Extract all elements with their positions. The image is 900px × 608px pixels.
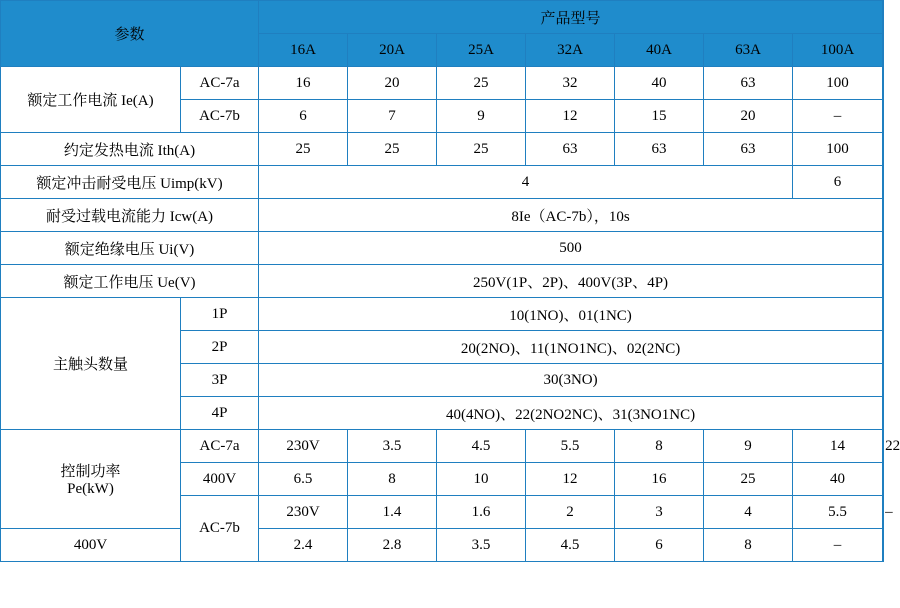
sub-label-ac7a: AC-7a — [181, 67, 259, 100]
cell-value: 63 — [704, 133, 793, 166]
header-model-32a: 32A — [526, 34, 615, 67]
cell-value: 8 — [615, 430, 704, 463]
cell-value: 2.4 — [259, 529, 348, 562]
row-label-rated-insulation-voltage: 额定绝缘电压 Ui(V) — [1, 232, 259, 265]
table-row — [1, 232, 884, 265]
cell-value: 100 — [793, 133, 883, 166]
cell-value: 1.6 — [437, 496, 526, 529]
cell-value: 63 — [526, 133, 615, 166]
header-product-model: 产品型号 — [259, 1, 883, 34]
group-label-ac7a: AC-7a — [181, 430, 259, 463]
cell-value: 40 — [615, 67, 704, 100]
cell-value: 15 — [615, 100, 704, 133]
cell-value: 32 — [526, 67, 615, 100]
cell-value: 12 — [526, 100, 615, 133]
header-parameter: 参数 — [1, 1, 259, 67]
cell-value: 20(2NO)、11(1NO1NC)、02(2NC) — [259, 331, 883, 364]
cell-value: 9 — [437, 100, 526, 133]
cell-value: 6.5 — [259, 463, 348, 496]
cell-value: 10 — [437, 463, 526, 496]
cell-value: 4 — [704, 496, 793, 529]
header-model-63a: 63A — [704, 34, 793, 67]
cell-value: – — [885, 503, 893, 520]
cell-value: 63 — [615, 133, 704, 166]
cell-value: 7 — [348, 100, 437, 133]
sub-label-4p: 4P — [181, 397, 259, 430]
sub-label-1p: 1P — [181, 298, 259, 331]
row-label-rated-impulse-withstand-voltage: 额定冲击耐受电压 Uimp(kV) — [1, 166, 259, 199]
cell-value: 8Ie（AC-7b），10s — [259, 199, 883, 232]
header-model-20a: 20A — [348, 34, 437, 67]
header-model-16a: 16A — [259, 34, 348, 67]
row-label-conventional-thermal-current: 约定发热电流 Ith(A) — [1, 133, 259, 166]
row-label-control-power — [1, 430, 181, 529]
cell-value: 20 — [704, 100, 793, 133]
cell-value: 4.5 — [437, 430, 526, 463]
cell-value: 3.5 — [348, 430, 437, 463]
table-row — [1, 265, 884, 298]
row-label-rated-operational-current: 额定工作电流 Ie(A) — [1, 67, 181, 133]
cell-value: 12 — [526, 463, 615, 496]
cell-value: 22 — [885, 437, 900, 454]
cell-value: 63 — [704, 67, 793, 100]
cell-value: 25 — [704, 463, 793, 496]
cell-value: 25 — [259, 133, 348, 166]
cell-value: 6 — [615, 529, 704, 562]
cell-value: 14 — [793, 430, 883, 463]
header-model-100a: 100A — [793, 34, 883, 67]
cell-value: 1.4 — [348, 496, 437, 529]
cell-value: 100 — [793, 67, 883, 100]
cell-value: 16 — [615, 463, 704, 496]
group-label-ac7b: AC-7b — [181, 496, 259, 562]
cell-value: 20 — [348, 67, 437, 100]
sub-label-400v: 400V — [1, 529, 181, 562]
sub-label-2p: 2P — [181, 331, 259, 364]
cell-value: 5.5 — [526, 430, 615, 463]
sub-label-230v: 230V — [259, 496, 348, 529]
table-row — [1, 166, 884, 199]
cell-value: 8 — [348, 463, 437, 496]
header-model-40a: 40A — [615, 34, 704, 67]
table-row — [1, 199, 884, 232]
sub-label-400v: 400V — [181, 463, 259, 496]
cell-value: 250V(1P、2P)、400V(3P、4P) — [259, 265, 883, 298]
cell-value: – — [793, 529, 883, 562]
cell-value: 2.8 — [348, 529, 437, 562]
cell-value: 3.5 — [437, 529, 526, 562]
cell-value: 2 — [526, 496, 615, 529]
cell-value: – — [793, 100, 883, 133]
cell-value: 16 — [259, 67, 348, 100]
cell-value: 4 — [259, 166, 793, 199]
cell-value: 6 — [793, 166, 883, 199]
row-label-overload-current-withstand: 耐受过载电流能力 Icw(A) — [1, 199, 259, 232]
cell-value: 10(1NO)、01(1NC) — [259, 298, 883, 331]
cell-value: 25 — [437, 67, 526, 100]
table-row — [1, 298, 884, 331]
row-label-rated-operational-voltage: 额定工作电压 Ue(V) — [1, 265, 259, 298]
sub-label-ac7b: AC-7b — [181, 100, 259, 133]
row-label-main-contact-count: 主触头数量 — [1, 298, 181, 430]
cell-value: 25 — [437, 133, 526, 166]
cell-value: 6 — [259, 100, 348, 133]
cell-value: 5.5 — [793, 496, 883, 529]
cell-value: 40 — [793, 463, 883, 496]
cell-value: 8 — [704, 529, 793, 562]
cell-value: 40(4NO)、22(2NO2NC)、31(3NO1NC) — [259, 397, 883, 430]
sub-label-230v: 230V — [259, 430, 348, 463]
cell-value: 25 — [348, 133, 437, 166]
cell-value: 30(3NO) — [259, 364, 883, 397]
sub-label-3p: 3P — [181, 364, 259, 397]
table-row — [1, 529, 884, 562]
control-power-line2: Pe(kW) — [67, 481, 114, 497]
cell-value: 500 — [259, 232, 883, 265]
header-model-25a: 25A — [437, 34, 526, 67]
control-power-line1: 控制功率 — [60, 464, 121, 480]
cell-value: 3 — [615, 496, 704, 529]
cell-value: 9 — [704, 430, 793, 463]
table-row — [1, 67, 884, 100]
cell-value: 4.5 — [526, 529, 615, 562]
table-header-row-1 — [1, 1, 884, 34]
table-row — [1, 133, 884, 166]
